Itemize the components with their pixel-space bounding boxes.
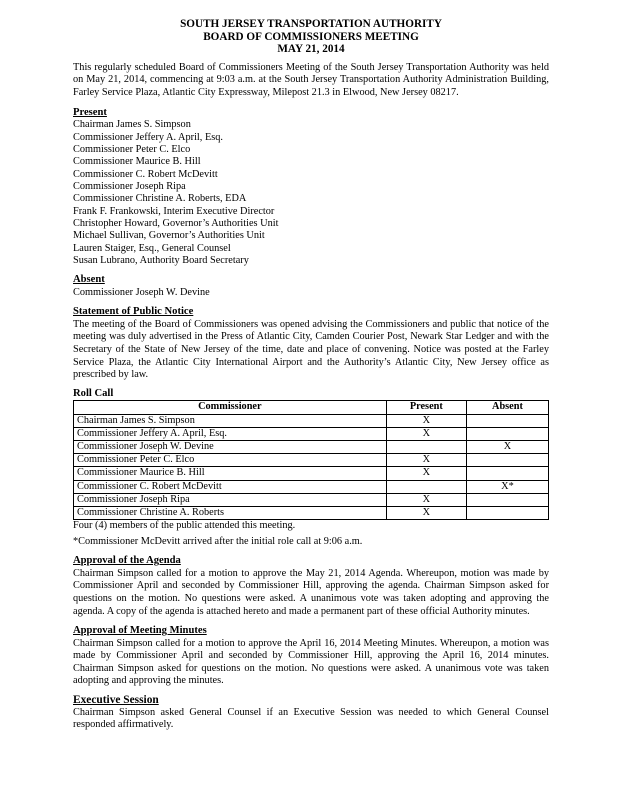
intro-paragraph: This regularly scheduled Board of Commissioners Meeting of the South Jersey Transportation Authority was held on May 21, 2014, commencing at 9:03 a.m. at the South Jersey Transportation Authority Administration Building, Farley Service Plaza, Atlantic City Expressway, Milepost 21.3 in Elwood, New Jersey 08217. <box>73 61 549 98</box>
present-item: Christopher Howard, Governor’s Authorities Unit <box>73 217 279 229</box>
header-meeting-title: BOARD OF COMMISSIONERS MEETING <box>203 30 419 43</box>
roll-call-heading: Roll Call <box>73 387 114 399</box>
present-item: Frank F. Frankowski, Interim Executive Director <box>73 205 275 217</box>
cell-commissioner: Commissioner Peter C. Elco <box>74 454 387 467</box>
table-header-row <box>74 401 549 414</box>
late-arrival-note: *Commissioner McDevitt arrived after the initial role call at 9:06 a.m. <box>73 535 363 547</box>
roll-call-table <box>73 400 549 520</box>
column-header-absent: Absent <box>466 401 548 414</box>
public-notice-text: The meeting of the Board of Commissioners was opened advising the Commissioners and public that notice of the meeting was duly advertised in the Press of Atlantic City, Camden Courier Post, Newark Star Ledger and with the Secretary of the State of New Jersey of the time, date and place of convening. Notice was posted at the Farley Service Plaza, the Atlantic City International Airport and the Authority’s Atlantic City, New Jersey office as prescribed by law. <box>73 318 549 381</box>
table-row <box>74 507 549 520</box>
present-item: Commissioner Joseph Ripa <box>73 180 186 192</box>
cell-present: X <box>386 454 466 467</box>
cell-absent <box>466 454 548 467</box>
minutes-text: Chairman Simpson called for a motion to approve the April 16, 2014 Meeting Minutes. Whereupon, a motion was made by Commissioner April and seconded by Commissioner Hill, approving the April 16, 2014 minutes. Chairman Simpson asked for questions on the motion. No questions were asked. A unanimous vote was taken adopting and approving the minutes. <box>73 637 549 687</box>
table-row <box>74 454 549 467</box>
cell-absent <box>466 493 548 506</box>
cell-absent <box>466 427 548 440</box>
executive-session-heading: Executive Session <box>73 694 159 707</box>
cell-present: X <box>386 493 466 506</box>
cell-present: X <box>386 507 466 520</box>
cell-absent <box>466 467 548 480</box>
cell-commissioner: Commissioner C. Robert McDevitt <box>74 480 387 493</box>
table-row <box>74 480 549 493</box>
present-item: Lauren Staiger, Esq., General Counsel <box>73 242 231 254</box>
cell-commissioner: Commissioner Christine A. Roberts <box>74 507 387 520</box>
cell-present <box>386 440 466 453</box>
cell-commissioner: Commissioner Jeffery A. April, Esq. <box>74 427 387 440</box>
table-row <box>74 440 549 453</box>
cell-commissioner: Commissioner Joseph Ripa <box>74 493 387 506</box>
table-row <box>74 414 549 427</box>
table-row <box>74 467 549 480</box>
cell-absent: X <box>466 440 548 453</box>
present-item: Susan Lubrano, Authority Board Secretary <box>73 254 249 266</box>
present-item: Commissioner Jeffery A. April, Esq. <box>73 131 223 143</box>
column-header-present: Present <box>386 401 466 414</box>
document-header <box>73 18 549 56</box>
cell-commissioner: Commissioner Joseph W. Devine <box>74 440 387 453</box>
document-page <box>73 18 549 732</box>
present-heading: Present <box>73 106 107 118</box>
absent-item: Commissioner Joseph W. Devine <box>73 286 210 298</box>
cell-present: X <box>386 414 466 427</box>
present-item: Commissioner C. Robert McDevitt <box>73 168 218 180</box>
cell-present: X <box>386 427 466 440</box>
cell-absent <box>466 507 548 520</box>
cell-present: X <box>386 467 466 480</box>
absent-heading: Absent <box>73 274 105 286</box>
present-item: Michael Sullivan, Governor’s Authorities Unit <box>73 230 265 242</box>
agenda-heading: Approval of the Agenda <box>73 555 181 567</box>
table-row <box>74 427 549 440</box>
header-authority-name: SOUTH JERSEY TRANSPORTATION AUTHORITY <box>180 18 442 30</box>
present-item: Chairman James S. Simpson <box>73 119 191 131</box>
public-notice-heading: Statement of Public Notice <box>73 306 194 318</box>
present-item: Commissioner Maurice B. Hill <box>73 156 201 168</box>
cell-absent <box>466 414 548 427</box>
present-list <box>73 119 549 267</box>
column-header-commissioner: Commissioner <box>74 401 387 414</box>
header-meeting-date: MAY 21, 2014 <box>277 43 345 56</box>
cell-present <box>386 480 466 493</box>
executive-session-text: Chairman Simpson asked General Counsel if an Executive Session was needed to which General Counsel responded affirmatively. <box>73 706 549 731</box>
public-attendance-note: Four (4) members of the public attended this meeting. <box>73 520 296 532</box>
present-item: Commissioner Peter C. Elco <box>73 143 191 155</box>
cell-commissioner: Commissioner Maurice B. Hill <box>74 467 387 480</box>
minutes-heading: Approval of Meeting Minutes <box>73 625 207 637</box>
cell-commissioner: Chairman James S. Simpson <box>74 414 387 427</box>
agenda-text: Chairman Simpson called for a motion to approve the May 21, 2014 Agenda. Whereupon, motion was made by Commissioner April and seconded by Commissioner Hill, approving the agenda. Chairman Simpson asked for questions on the motion. No questions were asked. A unanimous vote was taken adopting and approving the agenda. A copy of the agenda is attached hereto and made a permanent part of these official Authority minutes. <box>73 567 549 617</box>
present-item: Commissioner Christine A. Roberts, EDA <box>73 193 247 205</box>
table-row <box>74 493 549 506</box>
cell-absent: X* <box>466 480 548 493</box>
